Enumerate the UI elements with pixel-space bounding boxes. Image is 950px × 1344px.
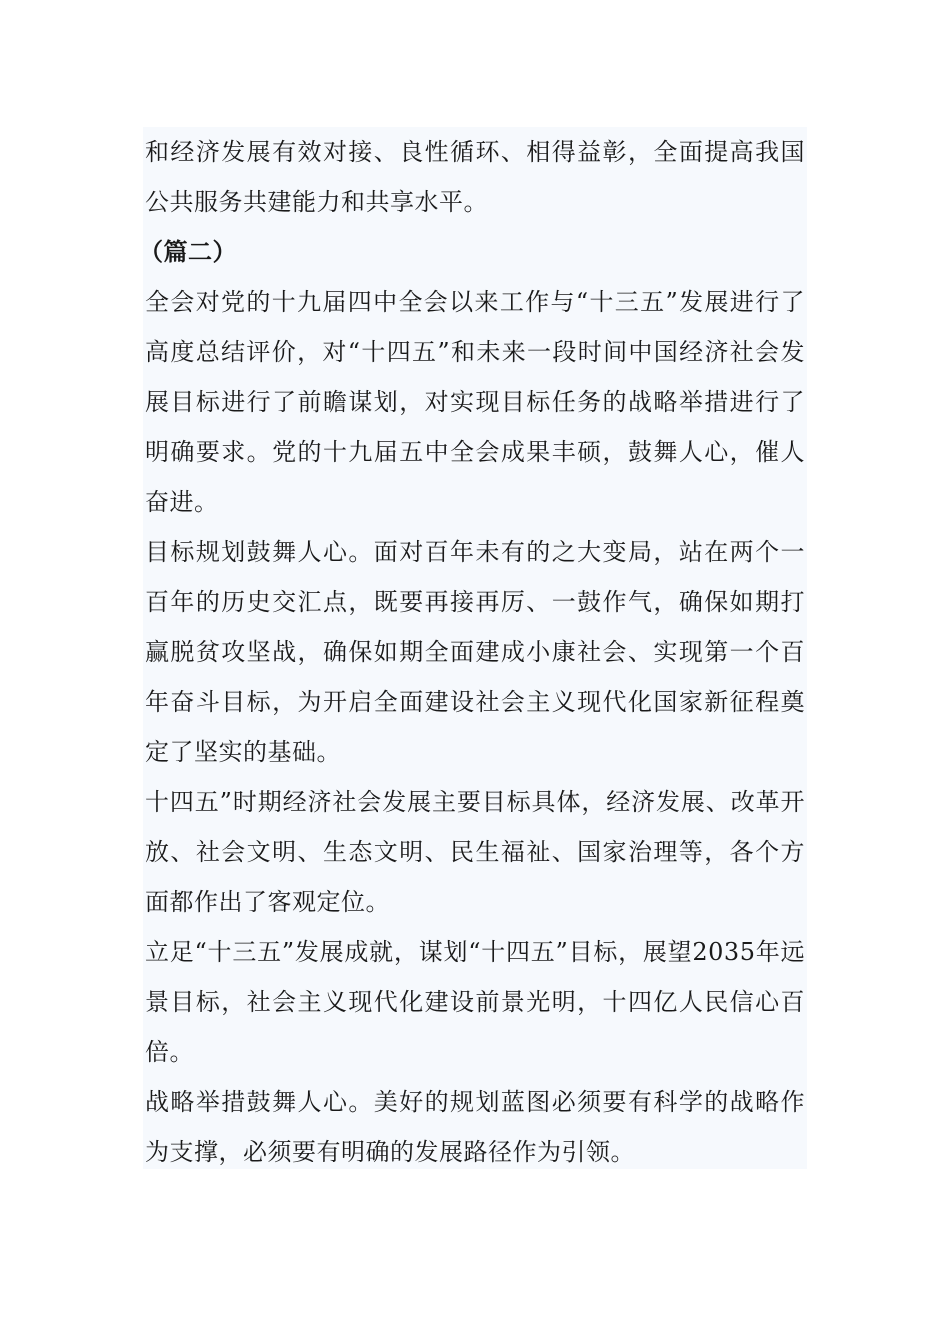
paragraph-strategic-measures: 战略举措鼓舞人心。美好的规划蓝图必须要有科学的战略作为支撑，必须要有明确的发展路径作为引领。 [145,1088,805,1166]
paragraph-continuation: 和经济发展有效对接、良性循环、相得益彰，全面提高我国公共服务共建能力和共享水平。 [145,138,805,216]
paragraph-2035-vision: 立足“十三五”发展成就，谋划“十四五”目标，展望2035年远景目标，社会主义现代化建设前景光明，十四亿人民信心百倍。 [145,938,805,1066]
paragraph-goal-planning: 目标规划鼓舞人心。面对百年未有的之大变局，站在两个一百年的历史交汇点，既要再接再厉、一鼓作气，确保如期打赢脱贫攻坚战，确保如期全面建成小康社会、实现第一个百年奋斗目标，为开启全面建设社会主义现代化国家新征程奠定了坚实的基础。 [145,538,805,766]
section-heading: （篇二） [139,237,237,266]
paragraph-14th-five-year-goals: 十四五”时期经济社会发展主要目标具体，经济发展、改革开放、社会文明、生态文明、民生福祉、国家治理等，各个方面都作出了客观定位。 [145,788,805,916]
paragraph-summary: 全会对党的十九届四中全会以来工作与“十三五”发展进行了高度总结评价，对“十四五”和未来一段时间中国经济社会发展目标进行了前瞻谋划，对实现目标任务的战略举措进行了明确要求。党的十九届五中全会成果丰硕，鼓舞人心，催人奋进。 [145,288,805,516]
document-body [139,127,805,1177]
